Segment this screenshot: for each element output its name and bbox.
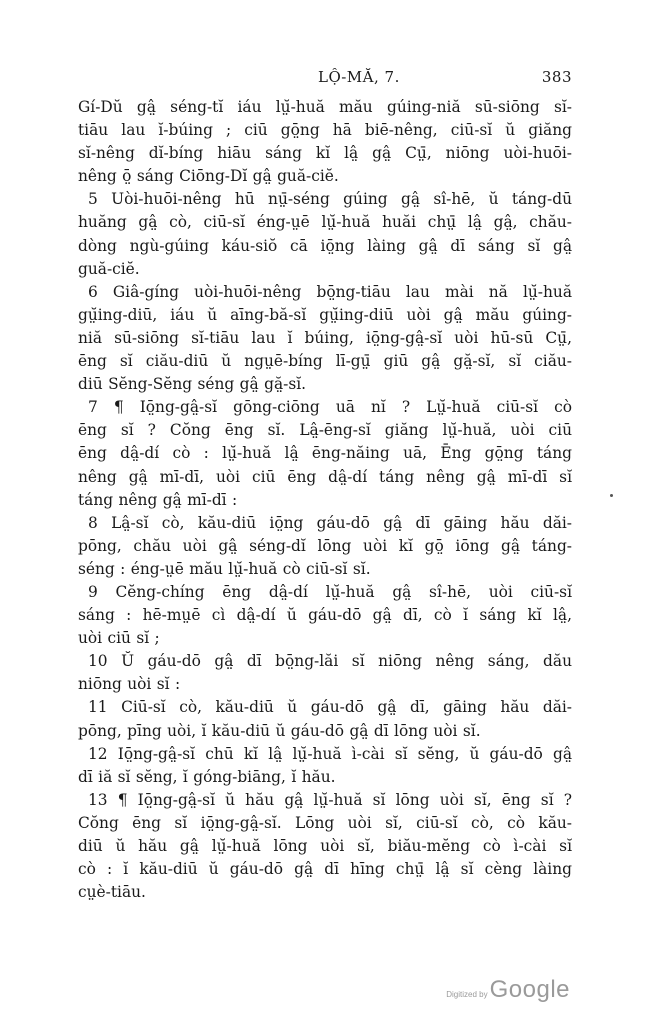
text-line: niōng uòi sĭ : xyxy=(78,675,181,694)
text-line: sĭ-nêng dĭ-bíng hiāu sáng kĭ lâ̤ gâ̤ Cṳ̄, niōng uòi-huōi- xyxy=(78,144,572,163)
text-line: 7 ¶ Iō̤ng-gâ̤-sĭ gōng-ciōng uā nĭ ? Lṳ̆-huă ciū-sĭ cò xyxy=(88,398,572,417)
text-line: nêng ō̤ sáng Ciōng-Dĭ gâ̤ guă-ciĕ. xyxy=(78,167,339,186)
text-line: 13 ¶ Iō̤ng-gâ̤-sĭ ŭ hău gâ̤ lṳ̆-huă sĭ lōng uòi sĭ, ēng sĭ ? xyxy=(88,790,572,809)
text-line: nêng gâ̤ mī-dī, uòi ciū ēng dâ̤-dí táng nêng gâ̤ mī-dī sĭ xyxy=(78,467,572,486)
running-title: LỘ-MĂ, 7. xyxy=(317,68,400,86)
text-line: pōng, chău uòi gâ̤ séng-dĭ lōng uòi kĭ gō̤ iōng gâ̤ táng- xyxy=(78,536,572,555)
text-line: diū ŭ hău gâ̤ lṳ̆-huă lōng uòi sĭ, biău-mĕng cò ì-cài sĭ xyxy=(78,837,572,855)
google-logo: Google xyxy=(489,976,570,1003)
text-line: 11 Ciū-sĭ cò, kău-diū ŭ gáu-dō gâ̤ dī, gāing hău dăi- xyxy=(88,698,572,717)
text-line: 12 Iō̤ng-gâ̤-sĭ chū kĭ lâ̤ lṳ̆-huă ì-cài sĭ sĕng, ŭ gáu-dō gâ̤ xyxy=(88,744,572,763)
page-number: 383 xyxy=(541,68,572,86)
text-line: ēng dâ̤-dí cò : lṳ̆-huă lâ̤ ēng-năing uā, Ēng gō̤ng táng xyxy=(78,444,572,463)
text-line: 9 Cĕng-chíng ēng dâ̤-dí lṳ̆-huă gâ̤ sî-hē, uòi ciū-sĭ xyxy=(88,582,572,601)
text-line: Cŏng ēng sĭ iō̤ng-gâ̤-sĭ. Lōng uòi sĭ, ciū-sĭ cò, cò kău- xyxy=(78,813,572,832)
text-line: dī iă sĭ sĕng, ĭ góng-biāng, ĭ hău. xyxy=(78,767,336,786)
text-line: 10 Ŭ gáu-dō gâ̤ dī bō̤ng-lăi sĭ niōng nêng sáng, dău xyxy=(88,652,572,671)
text-line: diū Sĕng-Sĕng séng gâ̤ gă̤-sĭ. xyxy=(78,375,307,394)
margin-speck xyxy=(610,494,613,497)
digitized-watermark xyxy=(446,976,570,1004)
text-line: dòng ngù-gúing káu-siŏ cā iō̤ng làing gâ̤ dī sáng sĭ gâ̤ xyxy=(78,236,572,255)
page xyxy=(78,68,572,904)
text-line: huăng gâ̤ cò, ciū-sĭ éng-ṳē lṳ̆-huă huăi chṳ̄ lâ̤ gâ̤, chău- xyxy=(78,213,572,232)
text-line: guă-ciĕ. xyxy=(78,259,140,278)
text-line: cṳè-tiāu. xyxy=(78,883,146,902)
text-line: uòi ciū sĭ ; xyxy=(78,629,160,648)
text-line: táng nêng gâ̤ mī-dī : xyxy=(78,490,238,509)
text-line: tiāu lau ĭ-búing ; ciū gō̤ng hā biē-nêng, ciū-sĭ ŭ giăng xyxy=(78,121,572,140)
digitized-label: Digitized by xyxy=(446,990,488,999)
body-text xyxy=(78,96,572,904)
text-line: niă sū-siōng sĭ-tiāu lau ĭ búing, iō̤ng-gâ̤-sĭ uòi hū-sū Cṳ̄, xyxy=(78,328,572,347)
text-line: séng : éng-ṳē mău lṳ̆-huă cò ciū-sĭ sĭ. xyxy=(78,559,371,578)
text-line: ēng sĭ ? Cŏng ēng sĭ. Lâ̤-ēng-sĭ giăng lṳ̆-huă, uòi ciū xyxy=(78,421,572,440)
text-line: 8 Lâ̤-sĭ cò, kău-diū iō̤ng gáu-dō gâ̤ dī gāing hău dăi- xyxy=(88,513,572,532)
text-line: 5 Uòi-huōi-nêng hū nṳ̄-séng gúing gâ̤ sî-hē, ŭ táng-dū xyxy=(88,190,572,209)
text-line: gṳ̆ing-diū, iáu ŭ aīng-bă-sĭ gṳ̆ing-diū uòi gâ̤ mău gúing- xyxy=(78,305,572,324)
text-line: 6 Giâ-gíng uòi-huōi-nêng bō̤ng-tiāu lau mài nă lṳ̆-huă xyxy=(88,282,572,301)
text-line: cò : ĭ kău-diū ŭ gáu-dō gâ̤ dī hīng chṳ̄ lâ̤ sĭ cèng làing xyxy=(78,860,572,879)
text-line: ēng sĭ ciău-diū ŭ ngṳē-bíng lī-gṳ̄ giū gâ̤ gă̤-sĭ, sĭ ciău- xyxy=(78,352,572,371)
text-line: Gí-Dŭ gâ̤ séng-tĭ iáu lṳ̆-huă mău gúing-niă sū-siōng sĭ- xyxy=(78,98,572,116)
text-line: pōng, pīng uòi, ĭ kău-diū ŭ gáu-dō gâ̤ dī lōng uòi sĭ. xyxy=(78,721,481,740)
text-line: sáng : hē-mṳē cì dâ̤-dí ŭ gáu-dō gâ̤ dī, cò ĭ sáng kĭ lâ̤, xyxy=(78,606,572,625)
running-head xyxy=(78,68,572,86)
